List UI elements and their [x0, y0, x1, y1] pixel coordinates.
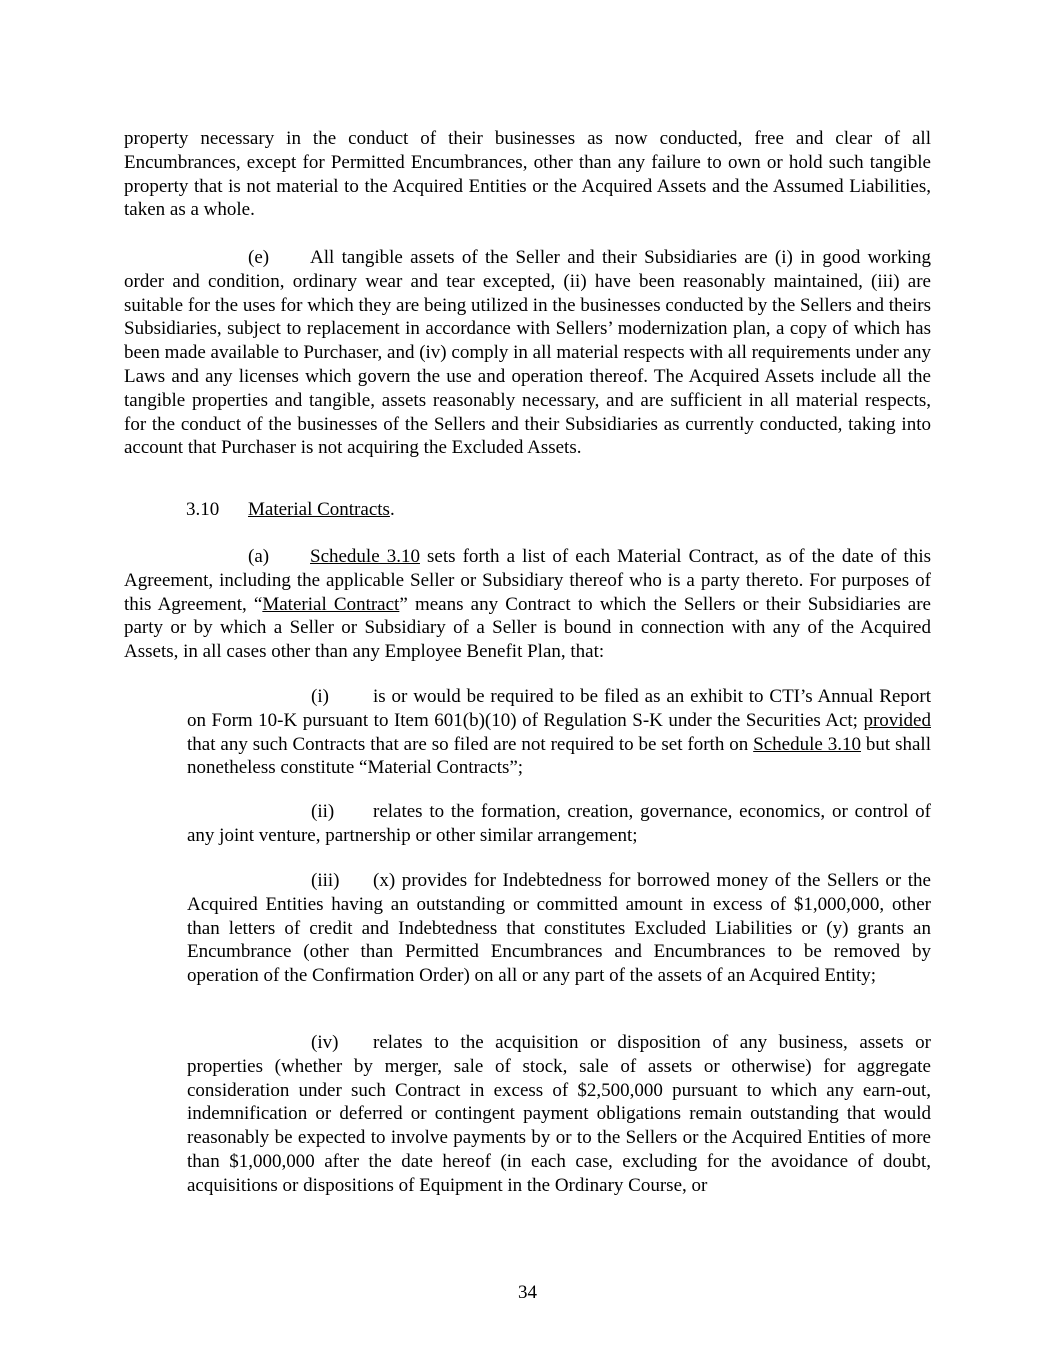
item-i-text-2: that any such Contracts that are so filed are not required to be set forth on: [187, 733, 754, 755]
section-heading: [186, 498, 395, 522]
continuation-paragraph: property necessary in the conduct of their businesses as now conducted, free and clear of all Encumbrances, except for Permitted Encumbrances, other than any failure to own or hold such tangible property that is not material to the Acquired Entities or the Acquired Assets and the Assumed Liabilities, taken as a whole.: [124, 128, 931, 221]
section-title-period: .: [389, 499, 395, 520]
item-i: [187, 685, 931, 780]
item-ii: [187, 800, 931, 848]
item-i-label: (i): [311, 686, 329, 707]
item-ii-text: relates to the formation, creation, governance, economics, or control of any joint venture, partnership or other similar arrangement;: [187, 801, 931, 846]
defined-term: Material Contract: [262, 593, 400, 615]
schedule-reference: Schedule 3.10: [753, 733, 861, 755]
item-iv: [187, 1031, 931, 1198]
proviso-term: provided: [863, 709, 931, 731]
paragraph-a-text-2: ” means any Contract to which the Sellers or their Subsidiaries are party or by which a Seller or Subsidiary of a Seller is bound in connection with any of the Acquired Assets, in all cases other than any Employee Benefit Plan, that:: [124, 593, 931, 663]
item-ii-label: (ii): [311, 801, 335, 822]
item-iii-text: (x) provides for Indebtedness for borrowed money of the Sellers or the Acquired Entities having an outstanding or committed amount in excess of $1,000,000, other than letters of credit and Indebtedness that constitutes Excluded Liabilities or (y) grants an Encumbrance (other than Permitted Encumbrances and Encumbrances to be removed by operation of the Confirmation Order) on all or any part of the assets of an Acquired Entity;: [187, 870, 931, 987]
paragraph-a: [124, 545, 931, 664]
item-i-text-1: is or would be required to be filed as an exhibit to CTI’s Annual Report on Form 10-K pursuant to Item 601(b)(10) of Regulation S-K under the Securities Act;: [187, 686, 931, 731]
item-iv-label: (iv): [311, 1032, 339, 1053]
section-title: Material Contracts: [248, 499, 390, 520]
item-iv-text: relates to the acquisition or disposition of any business, assets or properties (whether by merger, sale of stock, sale of assets or otherwise) for aggregate consideration under such Contract in excess of $2,500,000 pursuant to which any earn-out, indemnification or deferred or contingent payment obligations remain outstanding that would reasonably be expected to involve payments by or to the Sellers or the Acquired Entities of more than $1,000,000 after the date hereof (in each case, excluding for the avoidance of doubt, acquisitions or dispositions of Equipment in the Ordinary Course, or: [187, 1032, 931, 1196]
item-i-text-3: but shall nonetheless constitute “Material Contracts”;: [187, 733, 931, 779]
paragraph-a-label: (a): [248, 546, 270, 567]
paragraph-e: [124, 246, 931, 460]
paragraph-e-label: (e): [248, 247, 270, 268]
paragraph-a-text-1: sets forth a list of each Material Contract, as of the date of this Agreement, including the applicable Seller or Subsidiary thereof who is a party thereto. For purposes of this Agreement, “: [124, 546, 931, 615]
paragraph-e-text: All tangible assets of the Seller and their Subsidiaries are (i) in good working order and condition, ordinary wear and tear excepted, (ii) have been reasonably maintained, (iii) are suitable for the uses for which they are being utilized in the businesses conducted by the Sellers and theirs Subsidiaries, subject to replacement in accordance with Sellers’ modernization plan, a copy of which has been made available to Purchaser, and (iv) comply in all material respects with all requirements under any Laws and any licenses which govern the use and operation thereof. The Acquired Assets include all the tangible properties and tangible, assets reasonably necessary, and are sufficient in all material respects, for the conduct of the businesses of the Sellers and their Subsidiaries as currently conducted, taking into account that Purchaser is not acquiring the Excluded Assets.: [124, 247, 931, 459]
item-iii: [187, 869, 931, 988]
item-iii-label: (iii): [311, 870, 340, 891]
schedule-reference: Schedule 3.10: [310, 546, 420, 567]
section-number: 3.10: [186, 499, 220, 520]
page-number: 34: [518, 1282, 537, 1303]
